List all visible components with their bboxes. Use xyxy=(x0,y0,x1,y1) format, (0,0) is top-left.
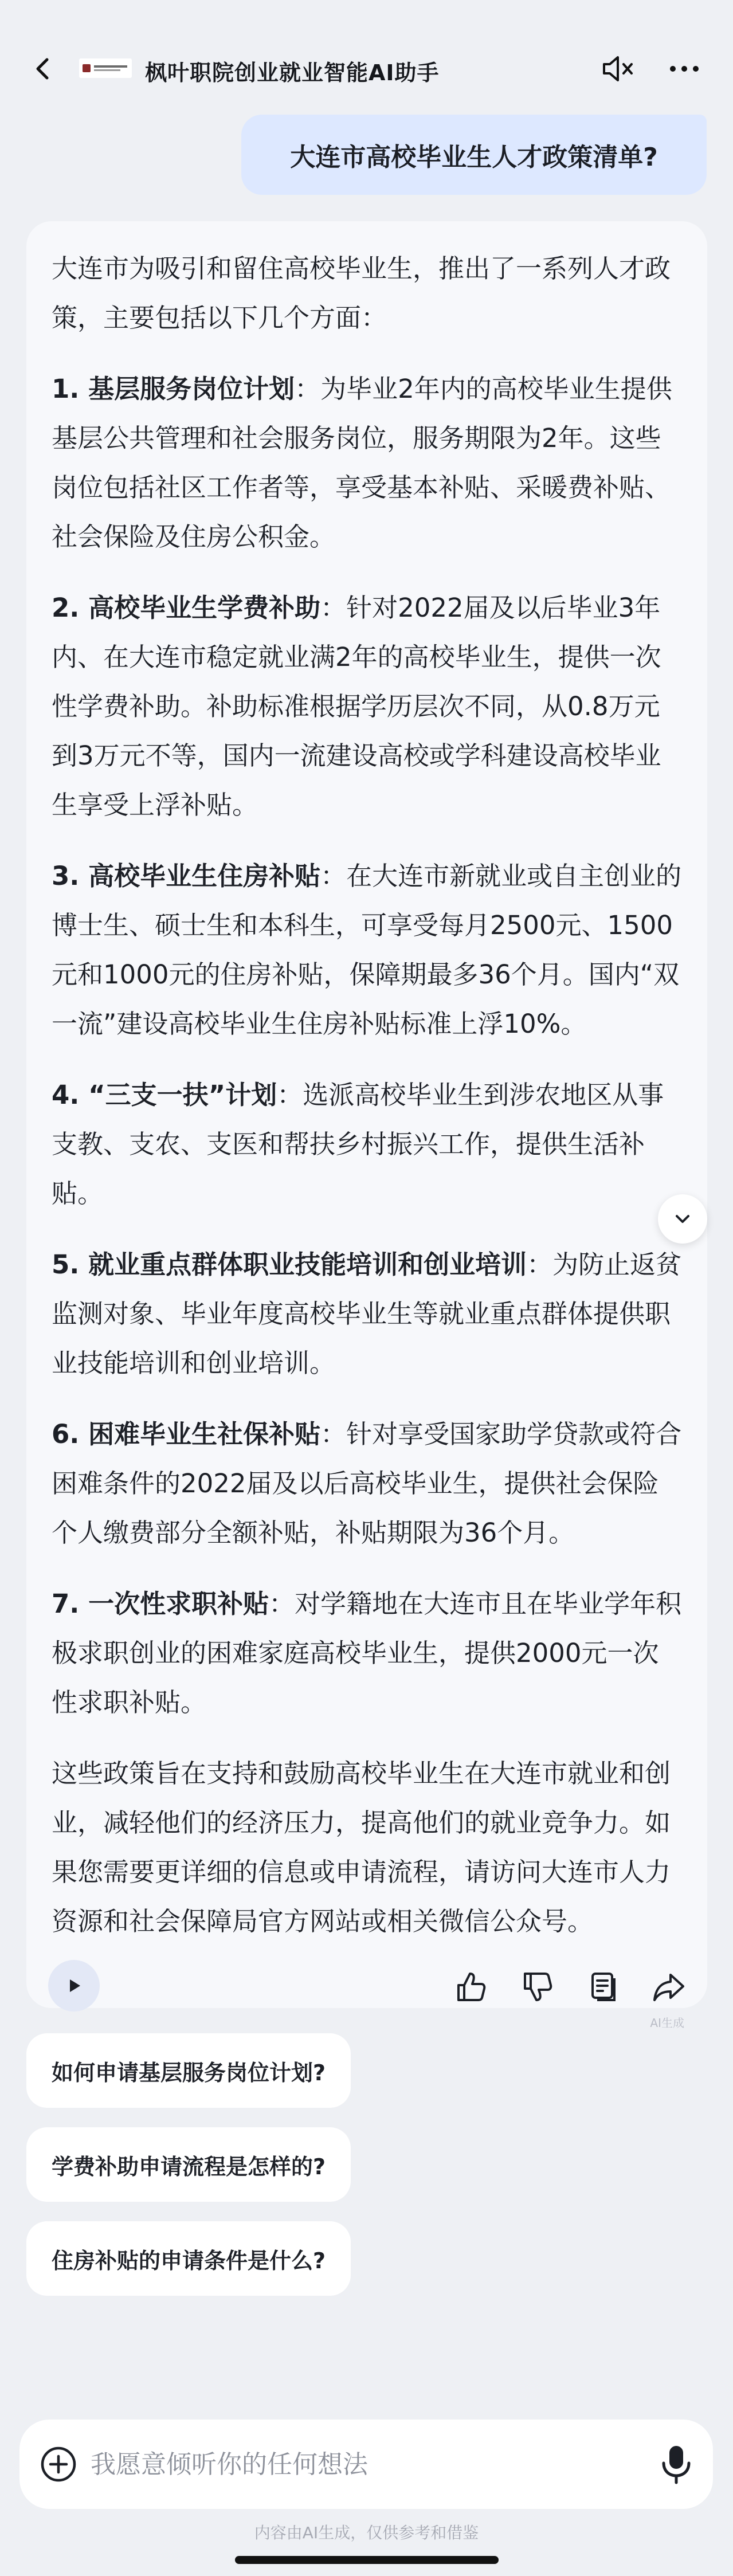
answer-text xyxy=(52,244,682,1946)
policy-item xyxy=(52,1071,682,1218)
home-indicator xyxy=(235,2556,499,2564)
answer-actions xyxy=(26,1939,707,2030)
plus-circle-icon[interactable] xyxy=(39,2445,78,2484)
assistant-answer-card xyxy=(26,221,707,2030)
policy-item xyxy=(52,1410,682,1558)
answer-closing: 这些政策旨在支持和鼓励高校毕业生在大连市就业和创业，减轻他们的经济压力，提高他们的就业竞争力。如果您需要更详细的信息或申请流程，请访问大连市人力资源和社会保障局官方网站或相关微信公众号。 xyxy=(52,1758,671,1936)
ai-disclaimer: 内容由AI生成，仅供参考和借鉴 xyxy=(254,2523,479,2542)
scroll-down-button[interactable] xyxy=(658,1194,707,1244)
policy-text: ：选派高校毕业生到涉农地区从事支教、支农、支医和帮扶乡村振兴工作，提供生活补贴。 xyxy=(52,1080,664,1209)
suggestion-chip[interactable]: 如何申请基层服务岗位计划? xyxy=(26,2033,351,2108)
policy-text: ：在大连市新就业或自主创业的博士生、硕士生和本科生，可享受每月2500元、1500元和1000元的住房补贴，保障期最多36个月。国内“双一流”建设高校毕业生住房补贴标准上浮10%。 xyxy=(52,861,682,1039)
chat-input-bar xyxy=(19,2420,713,2509)
speaker-muted-icon[interactable] xyxy=(601,53,636,85)
user-message-bubble: 大连市高校毕业生人才政策清单? xyxy=(241,115,707,195)
back-arrow-icon[interactable] xyxy=(30,55,57,83)
microphone-icon[interactable] xyxy=(659,2442,693,2486)
share-icon[interactable] xyxy=(649,1967,689,2007)
policy-item xyxy=(52,1240,682,1388)
policy-title: 1. 基层服务岗位计划 xyxy=(52,374,295,404)
policy-item xyxy=(52,364,682,562)
thumbs-up-icon[interactable] xyxy=(450,1967,491,2007)
policy-text: ：针对享受国家助学贷款或符合困难条件的2022届及以后高校毕业生，提供社会保险个人缴费部分全额补贴，补贴期限为36个月。 xyxy=(52,1419,682,1548)
message-input[interactable] xyxy=(91,2442,606,2486)
app-header xyxy=(0,34,733,103)
policy-text: ：针对2022届及以后毕业3年内、在大连市稳定就业满2年的高校毕业生，提供一次性学费补助。补助标准根据学历层次不同，从0.8万元到3万元不等，国内一流建设高校或学科建设高校毕业生享受上浮补贴。 xyxy=(52,593,661,820)
suggestion-chip[interactable]: 学费补助申请流程是怎样的? xyxy=(26,2127,351,2202)
page-title: 枫叶职院创业就业智能AI助手 xyxy=(145,60,440,85)
answer-intro: 大连市为吸引和留住高校毕业生，推出了一系列人才政策，主要包括以下几个方面： xyxy=(52,253,671,333)
thumbs-down-icon[interactable] xyxy=(517,1967,557,2007)
policy-title: 4. “三支一扶”计划 xyxy=(52,1080,277,1110)
policy-title: 5. 就业重点群体职业技能培训和创业培训 xyxy=(52,1249,527,1280)
school-logo-icon xyxy=(79,58,132,78)
policy-item xyxy=(52,1579,682,1727)
more-dots-icon[interactable] xyxy=(667,62,701,76)
policy-title: 7. 一次性求职补贴 xyxy=(52,1589,269,1619)
policy-item xyxy=(52,852,682,1049)
ai-generated-label: AI生成 xyxy=(650,2016,684,2030)
policy-item xyxy=(52,583,682,830)
policy-text: ：为防止返贫监测对象、毕业年度高校毕业生等就业重点群体提供职业技能培训和创业培训。 xyxy=(52,1249,682,1378)
policy-title: 2. 高校毕业生学费补助 xyxy=(52,593,321,623)
suggestion-chip[interactable]: 住房补贴的申请条件是什么? xyxy=(26,2221,351,2296)
policy-title: 6. 困难毕业生社保补贴 xyxy=(52,1419,321,1449)
policy-text: ：对学籍地在大连市且在毕业学年积极求职创业的困难家庭高校毕业生，提供2000元一次性求职补贴。 xyxy=(52,1589,682,1718)
policy-title: 3. 高校毕业生住房补贴 xyxy=(52,861,321,891)
play-icon[interactable] xyxy=(48,1960,100,2012)
copy-icon[interactable] xyxy=(583,1967,624,2007)
chevron-down-icon xyxy=(671,1207,694,1230)
policy-text: ：为毕业2年内的高校毕业生提供基层公共管理和社会服务岗位，服务期限为2年。这些岗位包括社区工作者等，享受基本补贴、采暖费补贴、社会保险及住房公积金。 xyxy=(52,374,672,552)
